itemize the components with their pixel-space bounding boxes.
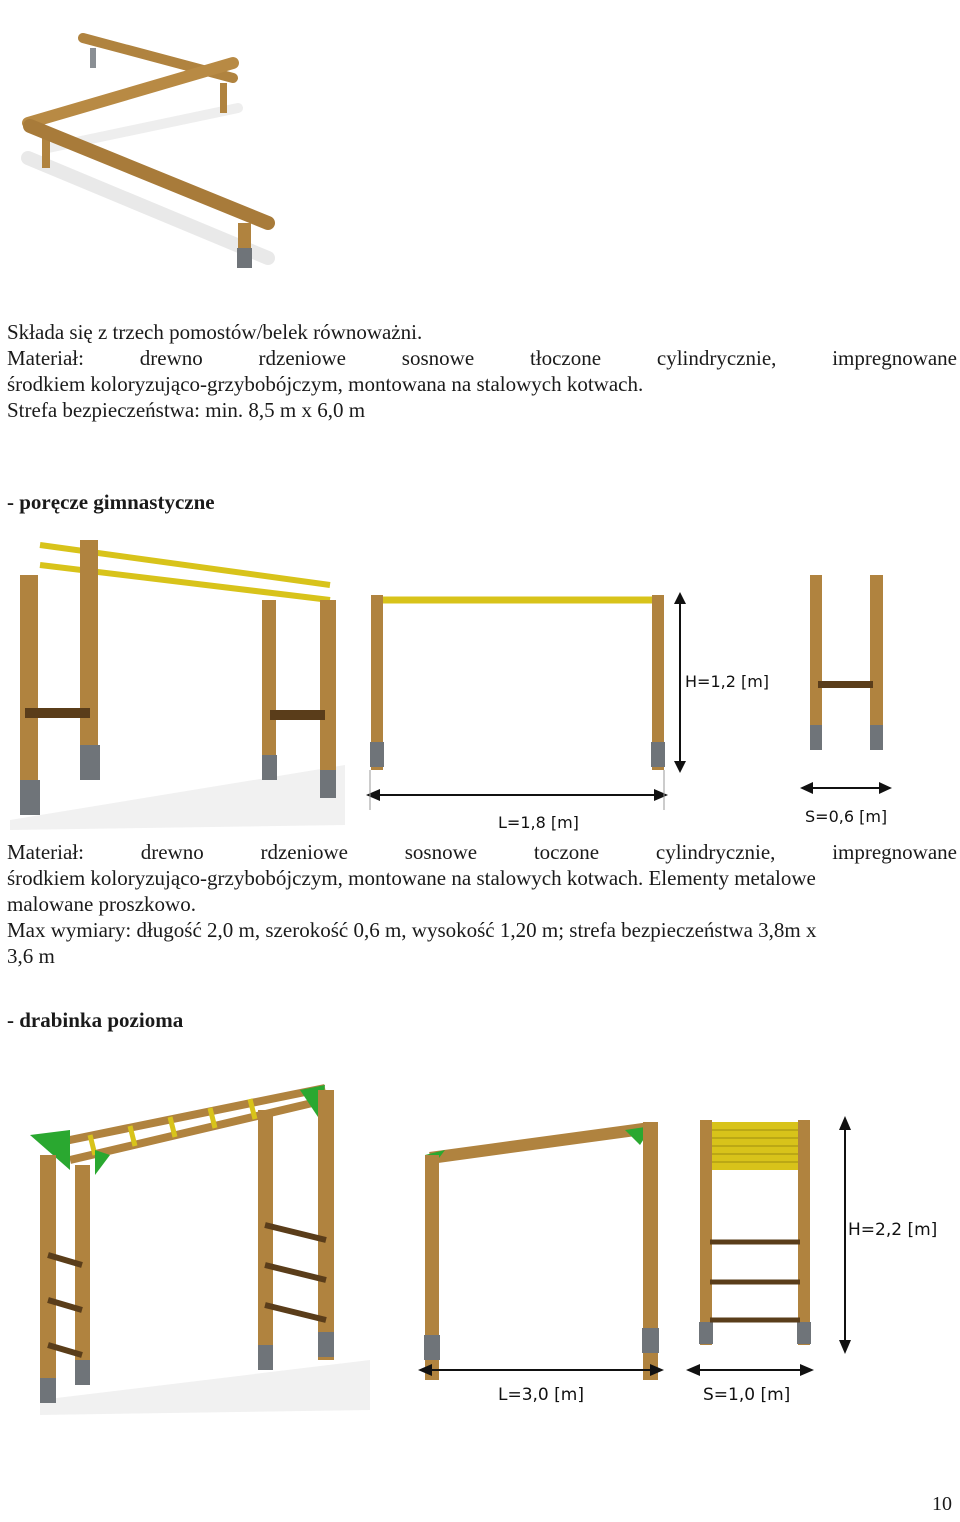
gymnastic-bars-illustration (0, 520, 960, 835)
text-line: Materiał: drewno rdzeniowe sosnowe tłoczone cylindrycznie, impregnowane (7, 346, 957, 370)
height-label: H=1,2 [m] (685, 672, 770, 691)
text-line: Strefa bezpieczeństwa: min. 8,5 m x 6,0 m (7, 398, 366, 422)
text-line: Materiał: drewno rdzeniowe sosnowe toczone cylindrycznie, impregnowane (7, 840, 957, 864)
text-line: 3,6 m (7, 944, 55, 968)
text-line: Max wymiary: długość 2,0 m, szerokość 0,6 m, wysokość 1,20 m; strefa bezpieczeństwa 3,8m x (7, 918, 817, 942)
height-label: H=2,2 [m] (848, 1220, 938, 1240)
description-balance-beams (7, 319, 957, 423)
length-label: L=3,0 [m] (498, 1385, 584, 1405)
page-number: 10 (932, 1493, 952, 1515)
section-heading-gymnastic-bars: - poręcze gimnastyczne (7, 490, 215, 514)
balance-beams-illustration (8, 8, 288, 293)
width-label: S=1,0 [m] (703, 1385, 791, 1405)
length-label: L=1,8 [m] (498, 813, 579, 832)
section-heading-horizontal-ladder: - drabinka pozioma (7, 1008, 184, 1032)
horizontal-ladder-illustration (0, 1060, 960, 1420)
text-line: środkiem koloryzująco-grzybobójczym, montowane na stalowych kotwach. Elementy metalowe (7, 866, 816, 890)
description-gymnastic-bars (7, 839, 957, 969)
text-line: malowane proszkowo. (7, 892, 196, 916)
text-line: Składa się z trzech pomostów/belek równoważni. (7, 320, 423, 344)
text-line: środkiem koloryzująco-grzybobójczym, montowana na stalowych kotwach. (7, 372, 644, 396)
width-label: S=0,6 [m] (805, 807, 888, 826)
